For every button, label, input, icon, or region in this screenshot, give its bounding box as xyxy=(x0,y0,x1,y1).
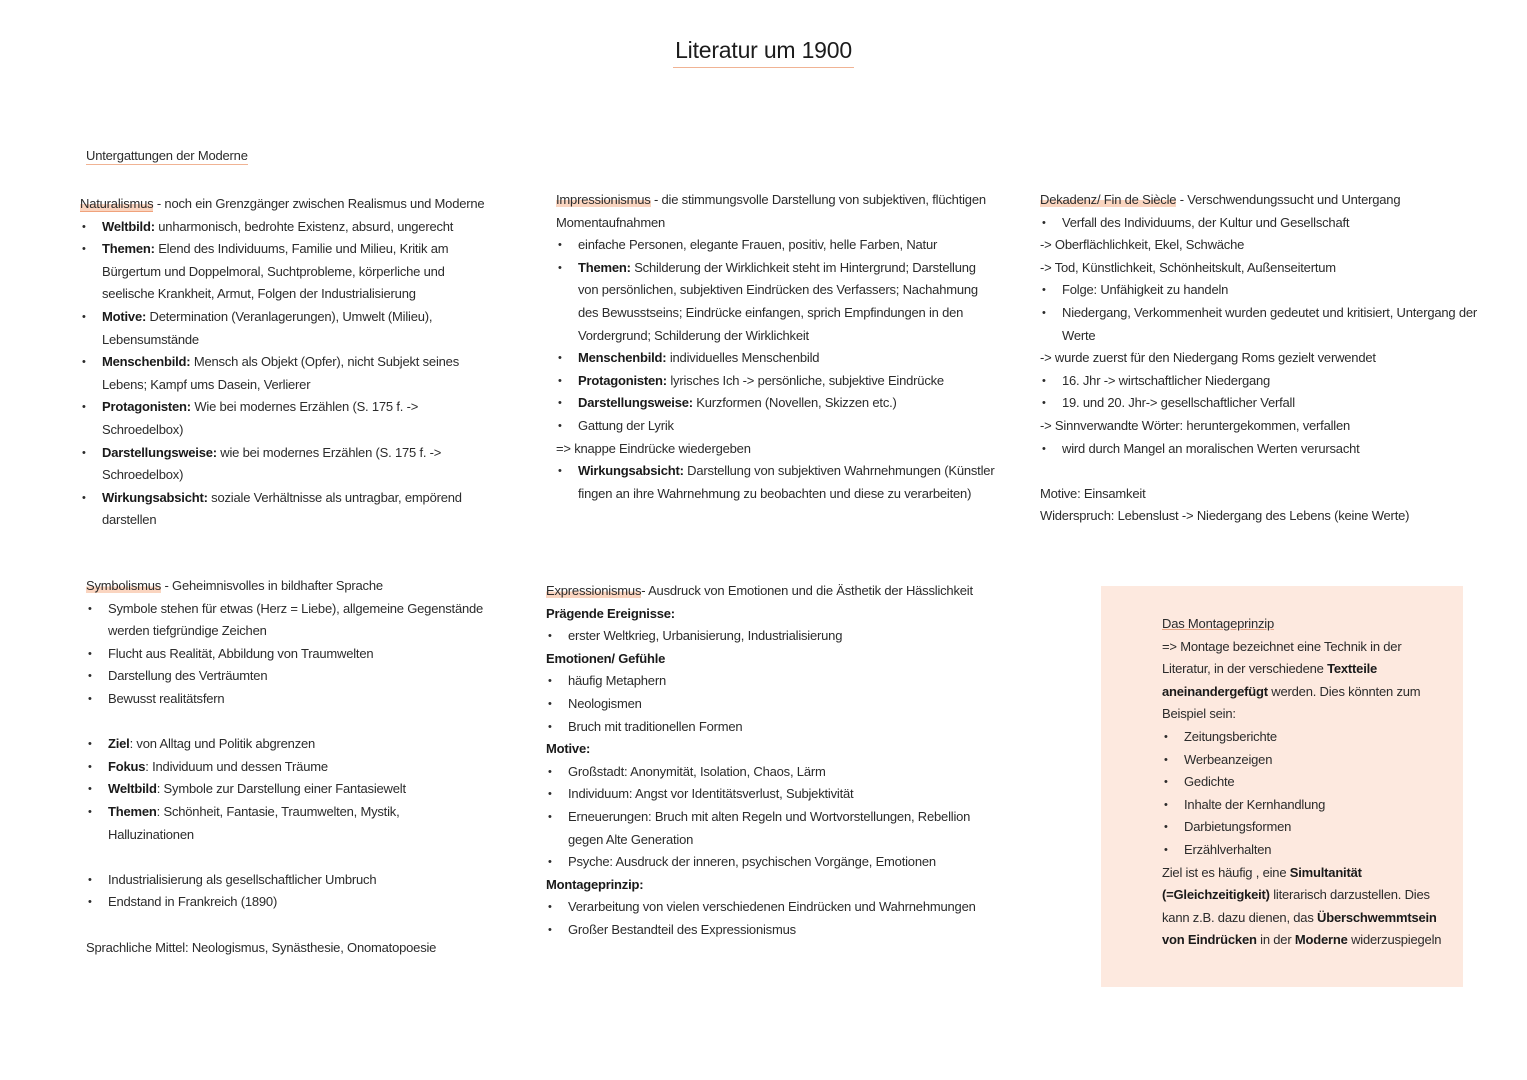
list-item: • Darbietungsformen xyxy=(1162,816,1452,839)
item-text: : Individuum und dessen Träume xyxy=(145,758,328,774)
dekadenz-block xyxy=(1040,189,1510,528)
section-list xyxy=(546,761,1006,874)
list-item: • Gattung der Lyrik xyxy=(556,415,996,438)
list-item xyxy=(86,756,486,779)
list-item: • 19. und 20. Jhr-> gesellschaftlicher Verfall xyxy=(1040,392,1510,415)
list-item: • Großer Bestandteil des Expressionismus xyxy=(546,919,1006,942)
item-label: Weltbild: xyxy=(102,218,155,234)
montage-list xyxy=(1162,726,1452,862)
item-text: unharmonisch, bedrohte Existenz, absurd, ungerecht xyxy=(154,218,454,234)
arrow-note: -> wurde zuerst für den Niedergang Roms gezielt verwendet xyxy=(1040,350,1376,366)
list-item: • Protagonisten: lyrisches Ich -> persönliche, subjektive Eindrücke xyxy=(556,370,996,393)
list-item: • Inhalte der Kernhandlung xyxy=(1162,794,1452,817)
item-label: Protagonisten: xyxy=(102,399,191,415)
item-text: Wie bei modernes Erzählen (S. 175 f. -> Schroedelbox) xyxy=(102,399,419,437)
item-label: Motive: xyxy=(102,308,147,324)
expressionismus-sections xyxy=(546,603,1006,942)
symbolismus-list-1 xyxy=(86,598,486,711)
list-item xyxy=(80,238,500,306)
list-item xyxy=(80,351,500,396)
impressionismus-block xyxy=(556,189,996,505)
symbolismus-list-3 xyxy=(86,869,486,914)
arrow-note: -> Oberflächlichkeit, Ekel, Schwäche xyxy=(1040,237,1245,253)
item-label: Fokus xyxy=(108,758,146,774)
arrow-note: -> Tod, Künstlichkeit, Schönheitskult, Außenseitertum xyxy=(1040,259,1336,275)
dekadenz-widerspruch: Widerspruch: Lebenslust -> Niedergang des Lebens (keine Werte) xyxy=(1040,508,1410,524)
list-item: • Endstand in Frankreich (1890) xyxy=(86,891,486,914)
arrow-note: => knappe Eindrücke wiedergeben xyxy=(556,440,751,456)
dekadenz-list xyxy=(1040,212,1510,461)
item-label: Themen: xyxy=(102,241,155,257)
list-item: • Großstadt: Anonymität, Isolation, Chaos, Lärm xyxy=(546,761,1006,784)
symbolismus-list-2 xyxy=(86,733,486,846)
expressionismus-block xyxy=(546,580,1006,942)
section-heading: Emotionen/ Gefühle xyxy=(546,650,666,666)
naturalismus-heading: Naturalismus - noch ein Grenzgänger zwischen Realismus und Moderne xyxy=(80,196,485,211)
list-item: • Erzählverhalten xyxy=(1162,839,1452,862)
list-item xyxy=(86,778,486,801)
item-label: Wirkungsabsicht: xyxy=(102,489,208,505)
list-item: • Verfall des Individuums, der Kultur und Gesellschaft xyxy=(1040,212,1510,235)
montage-ziel: Ziel ist es häufig , eine Simultanität (=Gleichzeitigkeit) literarisch darzustellen. Dies kann z.B. dazu dienen, das Überschwemmtsein von Eindrücken in der Moderne widerzuspiegeln xyxy=(1162,864,1442,948)
list-item xyxy=(80,396,500,441)
item-label: Weltbild xyxy=(108,781,157,797)
list-item: • Themen: Schilderung der Wirklichkeit steht im Hintergrund; Darstellung von persönlichen, subjektiven Eindrücken des Verfassers; Nachahmung des Bewusstseins; Eindrücke einfangen, sprich Empfindungen in den Vordergrund; Schilderung der Wirklichkeit xyxy=(556,257,996,347)
symbolismus-sprachliche-mittel: Sprachliche Mittel: Neologismus, Synästhesie, Onomatopoesie xyxy=(86,939,437,955)
list-item: • Industrialisierung als gesellschaftlicher Umbruch xyxy=(86,869,486,892)
list-item: • 16. Jhr -> wirtschaftlicher Niedergang xyxy=(1040,370,1510,393)
section-heading: Motive: xyxy=(546,741,591,757)
item-label: Themen xyxy=(108,803,157,819)
item-text: Mensch als Objekt (Opfer), nicht Subjekt seines Lebens; Kampf ums Dasein, Verlierer xyxy=(102,354,459,392)
impressionismus-heading: Impressionismus - die stimmungsvolle Darstellung von subjektiven, flüchtigen Momentaufnahmen xyxy=(556,192,986,230)
list-item: • erster Weltkrieg, Urbanisierung, Industrialisierung xyxy=(546,625,1006,648)
list-item: • wird durch Mangel an moralischen Werten verursacht xyxy=(1040,438,1510,461)
symbolismus-heading: Symbolismus - Geheimnisvolles in bildhafter Sprache xyxy=(86,578,383,593)
item-text: : Schönheit, Fantasie, Traumwelten, Mystik, Halluzinationen xyxy=(108,803,400,842)
naturalismus-block xyxy=(80,193,500,532)
item-label: Ziel xyxy=(108,736,130,752)
dekadenz-motive: Motive: Einsamkeit xyxy=(1040,485,1146,501)
page-title: Literatur um 1900 xyxy=(0,34,1527,68)
montage-title: Das Montageprinzip xyxy=(1162,616,1275,631)
item-text: Elend des Individuums, Familie und Milieu, Kritik am Bürgertum und Doppelmoral, Suchtprobleme, körperliche und seelische Krankheit, Armut, Folgen der Industrialisierung xyxy=(102,241,449,302)
list-item xyxy=(80,306,500,351)
impressionismus-list xyxy=(556,234,996,505)
list-item: • Gedichte xyxy=(1162,771,1452,794)
list-item: • Darstellungsweise: Kurzformen (Novellen, Skizzen etc.) xyxy=(556,392,996,415)
list-item: • Niedergang, Verkommenheit wurden gedeutet und kritisiert, Untergang der Werte xyxy=(1040,302,1510,347)
list-item: • häufig Metaphern xyxy=(546,670,1006,693)
list-item: • Bruch mit traditionellen Formen xyxy=(546,716,1006,739)
list-item: • Erneuerungen: Bruch mit alten Regeln und Wortvorstellungen, Rebellion gegen Alte Generation xyxy=(546,806,1006,851)
list-item: • Psyche: Ausdruck der inneren, psychischen Vorgänge, Emotionen xyxy=(546,851,1006,874)
list-item: • Wirkungsabsicht: Darstellung von subjektiven Wahrnehmungen (Künstler fingen an ihre Wahrnehmung zu beobachten und diese zu verarbeiten) xyxy=(556,460,996,505)
symbolismus-block xyxy=(86,575,486,959)
list-item: • Darstellung des Verträumten xyxy=(86,665,486,688)
section-heading: Montageprinzip: xyxy=(546,876,644,892)
item-label: Menschenbild: xyxy=(102,354,191,370)
list-item: • Flucht aus Realität, Abbildung von Traumwelten xyxy=(86,643,486,666)
item-label: Darstellungsweise: xyxy=(102,444,217,460)
list-item: • einfache Personen, elegante Frauen, positiv, helle Farben, Natur xyxy=(556,234,996,257)
list-item xyxy=(86,801,486,846)
dekadenz-heading: Dekadenz/ Fin de Siècle - Verschwendungssucht und Untergang xyxy=(1040,192,1401,207)
list-item: • Werbeanzeigen xyxy=(1162,749,1452,772)
montage-intro: => Montage bezeichnet eine Technik in der Literatur, in der verschiedene Textteile aneinandergefügt werden. Dies könnten zum Beispiel sein: xyxy=(1162,638,1421,722)
naturalismus-list xyxy=(80,216,500,532)
section-heading: Prägende Ereignisse: xyxy=(546,605,675,621)
list-item xyxy=(80,442,500,487)
list-item: • Verarbeitung von vielen verschiedenen Eindrücken und Wahrnehmungen xyxy=(546,896,1006,919)
item-text: Determination (Veranlagerungen), Umwelt (Milieu), Lebensumstände xyxy=(102,308,433,347)
section-list xyxy=(546,625,1006,648)
list-item: • Individuum: Angst vor Identitätsverlust, Subjektivität xyxy=(546,783,1006,806)
list-item xyxy=(80,487,500,532)
section-list xyxy=(546,896,1006,941)
montage-box xyxy=(1101,586,1463,987)
list-item xyxy=(80,216,500,239)
list-item: • Folge: Unfähigkeit zu handeln xyxy=(1040,279,1510,302)
expressionismus-heading: Expressionismus- Ausdruck von Emotionen und die Ästhetik der Hässlichkeit xyxy=(546,583,973,598)
list-item: • Neologismen xyxy=(546,693,1006,716)
arrow-note: -> Sinnverwandte Wörter: heruntergekommen, verfallen xyxy=(1040,417,1351,433)
list-item xyxy=(86,733,486,756)
item-text: soziale Verhältnisse als untragbar, empörend darstellen xyxy=(102,489,462,528)
item-text: : von Alltag und Politik abgrenzen xyxy=(129,736,316,752)
section-subtitle: Untergattungen der Moderne xyxy=(86,148,248,163)
list-item: • Zeitungsberichte xyxy=(1162,726,1452,749)
list-item: • Bewusst realitätsfern xyxy=(86,688,486,711)
section-list xyxy=(546,670,1006,738)
list-item: • Menschenbild: individuelles Menschenbild xyxy=(556,347,996,370)
item-text: wie bei modernes Erzählen (S. 175 f. -> Schroedelbox) xyxy=(102,444,442,483)
list-item: • Symbole stehen für etwas (Herz = Liebe), allgemeine Gegenstände werden tiefgründige Zeichen xyxy=(86,598,486,643)
item-text: : Symbole zur Darstellung einer Fantasiewelt xyxy=(156,781,406,797)
